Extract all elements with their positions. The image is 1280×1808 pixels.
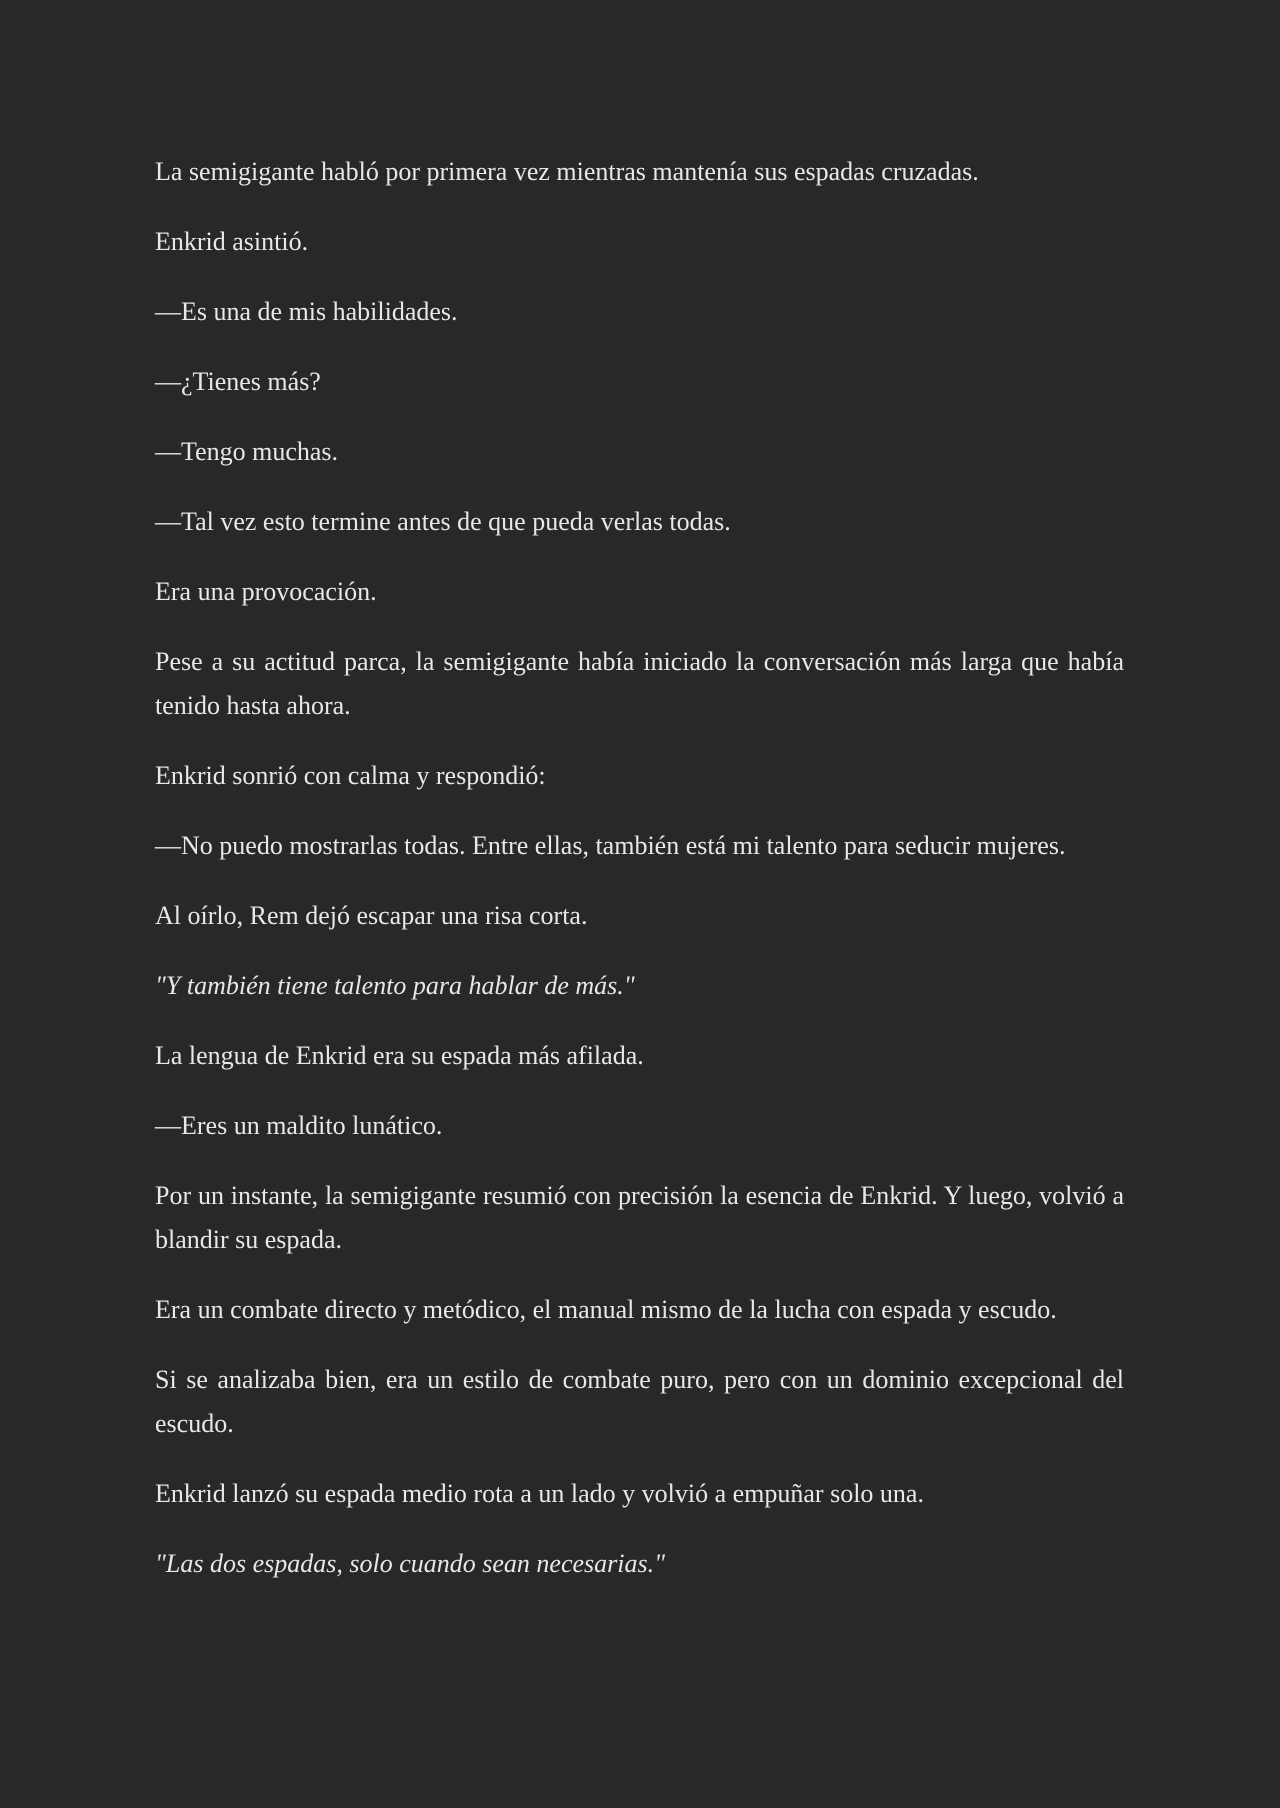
inner-thought: "Y también tiene talento para hablar de más." <box>155 971 635 1000</box>
paragraph: Si se analizaba bien, era un estilo de combate puro, pero con un dominio excepcional del escudo. <box>155 1365 1124 1438</box>
paragraph: Enkrid sonrió con calma y respondió: <box>155 761 546 790</box>
dialogue-line: —Tengo muchas. <box>155 437 339 466</box>
paragraph: Era una provocación. <box>155 577 377 606</box>
inner-thought: "Las dos espadas, solo cuando sean necesarias." <box>155 1549 666 1578</box>
paragraph: Por un instante, la semigigante resumió con precisión la esencia de Enkrid. Y luego, volvió a blandir su espada. <box>155 1181 1124 1254</box>
dialogue-line: —Es una de mis habilidades. <box>155 297 458 326</box>
paragraph: Pese a su actitud parca, la semigigante había iniciado la conversación más larga que había tenido hasta ahora. <box>155 647 1124 720</box>
dialogue-line: —Tal vez esto termine antes de que pueda verlas todas. <box>155 507 731 536</box>
paragraph: Enkrid asintió. <box>155 227 309 256</box>
paragraph: La semigigante habló por primera vez mientras mantenía sus espadas cruzadas. <box>155 157 979 186</box>
dialogue-line: —¿Tienes más? <box>155 367 321 396</box>
paragraph: Enkrid lanzó su espada medio rota a un lado y volvió a empuñar solo una. <box>155 1479 924 1508</box>
chapter-text <box>155 150 1124 1612</box>
dialogue-line: —Eres un maldito lunático. <box>155 1111 443 1140</box>
dialogue-line: —No puedo mostrarlas todas. Entre ellas, también está mi talento para seducir mujeres. <box>155 831 1066 860</box>
paragraph: Al oírlo, Rem dejó escapar una risa corta. <box>155 901 588 930</box>
paragraph: Era un combate directo y metódico, el manual mismo de la lucha con espada y escudo. <box>155 1295 1057 1324</box>
paragraph: La lengua de Enkrid era su espada más afilada. <box>155 1041 644 1070</box>
